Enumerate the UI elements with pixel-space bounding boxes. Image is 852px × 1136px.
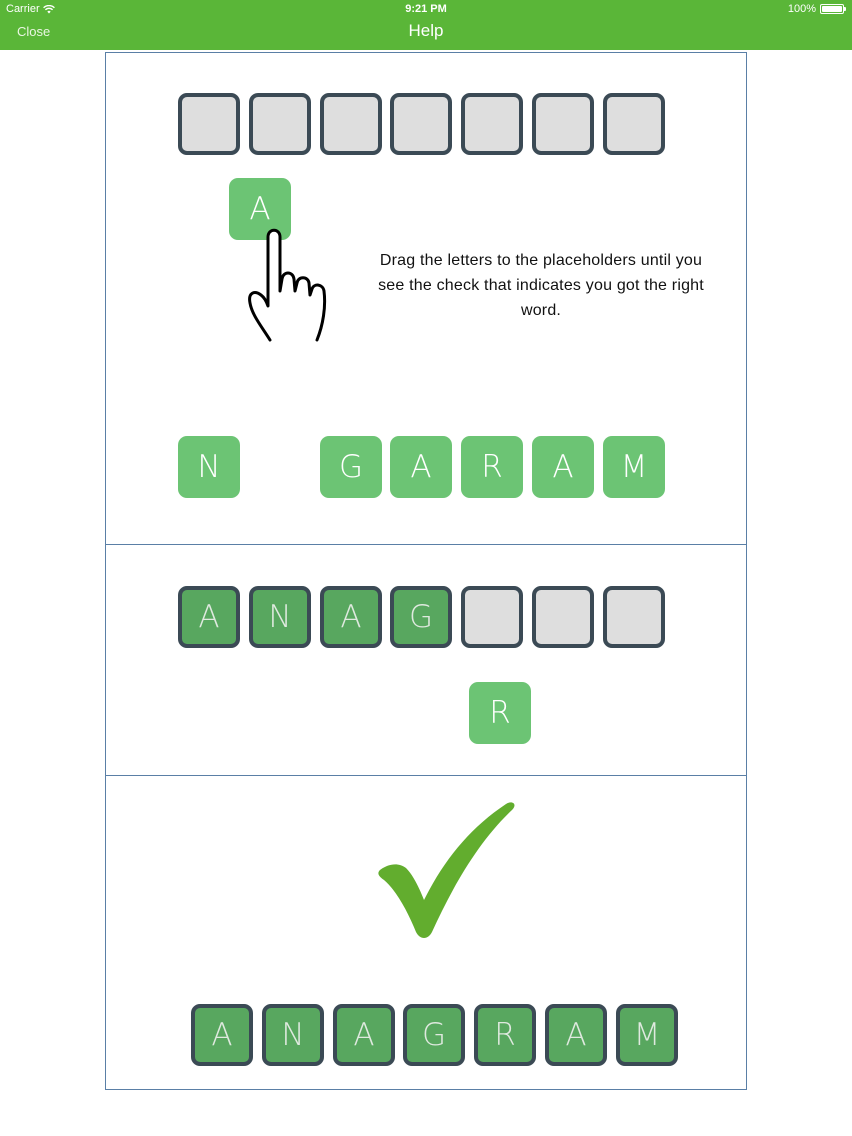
checkmark-icon — [378, 798, 518, 938]
dragged-letter-tile: R — [469, 682, 531, 744]
letter-tile: M — [603, 436, 665, 498]
solved-letter-tile: A — [333, 1004, 395, 1066]
solved-letter-tile: G — [403, 1004, 465, 1066]
letter-tile: A — [532, 436, 594, 498]
placed-letter-tile: N — [249, 586, 311, 648]
letter-placeholder — [320, 93, 382, 155]
app-header — [0, 0, 852, 50]
status-time: 9:21 PM — [405, 3, 447, 15]
letter-placeholder — [390, 93, 452, 155]
letter-tile: G — [320, 436, 382, 498]
solved-letter-tile: A — [545, 1004, 607, 1066]
carrier-label: Carrier — [6, 3, 40, 15]
page-title: Help — [408, 21, 444, 40]
hand-pointer-icon — [248, 213, 338, 343]
letter-tile: R — [461, 436, 523, 498]
letter-placeholder — [461, 586, 523, 648]
battery-percent: 100% — [787, 3, 816, 15]
letter-placeholder — [603, 586, 665, 648]
solved-letter-tile: R — [474, 1004, 536, 1066]
letter-tile: A — [390, 436, 452, 498]
letter-placeholder — [249, 93, 311, 155]
help-step-progress — [105, 544, 747, 776]
status-bar — [0, 0, 852, 18]
dragged-letter-tile: A — [229, 178, 291, 240]
placed-letter-tile: A — [320, 586, 382, 648]
battery-status — [788, 3, 844, 15]
letter-placeholder — [603, 93, 665, 155]
solved-letter-tile: N — [262, 1004, 324, 1066]
placed-letter-tile: A — [178, 586, 240, 648]
letter-placeholder — [532, 586, 594, 648]
help-step-solved — [105, 775, 747, 1090]
letter-tile: N — [178, 436, 240, 498]
placed-letter-tile: G — [390, 586, 452, 648]
solved-letter-tile: A — [191, 1004, 253, 1066]
battery-icon — [820, 4, 844, 14]
letter-placeholder — [178, 93, 240, 155]
solved-letter-tile: M — [616, 1004, 678, 1066]
close-button[interactable]: Close — [17, 24, 51, 39]
letter-placeholder — [532, 93, 594, 155]
navigation-bar — [0, 18, 852, 50]
help-step-drag — [105, 52, 747, 545]
help-instruction-text: Drag the letters to the placeholders until you see the check that indicates you got the right word. — [378, 252, 704, 319]
letter-placeholder — [461, 93, 523, 155]
